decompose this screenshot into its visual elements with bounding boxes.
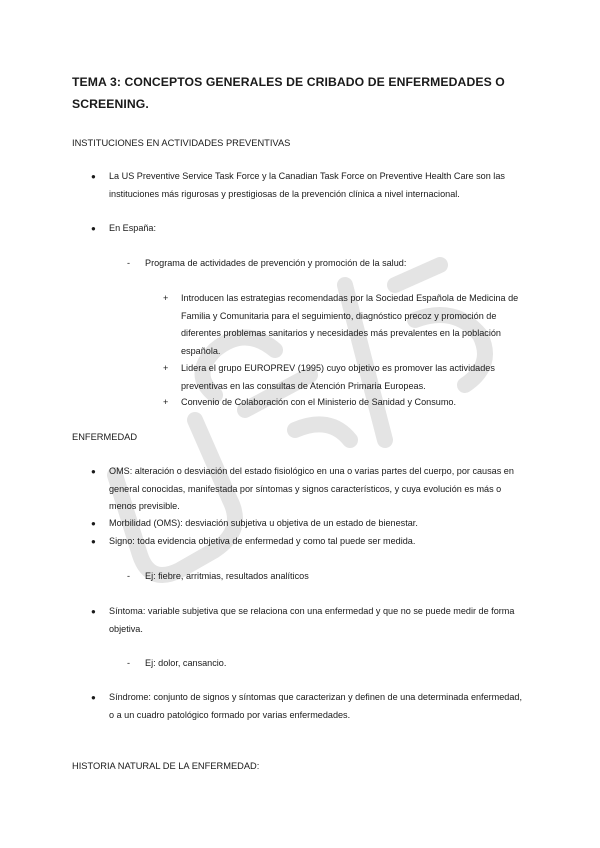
list-item: + Introducen las estrategias recomendadas por la Sociedad Española de Medicina de Familia y Comunitaria para el seguimiento, diagnóstico precoz y promoción de diferentes problemas sanitarios y necesidades más prevalentes en la población española. [181, 290, 529, 360]
dash-icon: - [127, 658, 131, 668]
section-heading-instituciones: INSTITUCIONES EN ACTIVIDADES PREVENTIVAS [72, 138, 291, 148]
list-item: - Ej: dolor, cansancio. [145, 655, 525, 673]
bullet-icon: ● [91, 607, 96, 616]
bullet-icon: ● [91, 537, 96, 546]
list-item: ● En España: [109, 220, 527, 238]
section-heading-historia: HISTORIA NATURAL DE LA ENFERMEDAD: [72, 761, 260, 771]
list-item: - Programa de actividades de prevención y promoción de la salud: [145, 255, 525, 273]
plus-icon: + [163, 363, 169, 373]
bullet-icon: ● [91, 224, 96, 233]
list-item: + Lidera el grupo EUROPREV (1995) cuyo objetivo es promover las actividades preventivas en las consultas de Atención Primaria Europeas. [181, 360, 529, 395]
list-item: ● OMS: alteración o desviación del estado fisiológico en una o varias partes del cuerpo, por causas en general conocidas, manifestada por síntomas y signos característicos, y cuya evolución es más o menos previsible. [109, 463, 527, 516]
bullet-icon: ● [91, 172, 96, 181]
bullet-icon: ● [91, 467, 96, 476]
bullet-icon: ● [91, 693, 96, 702]
plus-icon: + [163, 293, 169, 303]
list-item: + Convenio de Colaboración con el Ministerio de Sanidad y Consumo. [181, 394, 529, 412]
section-heading-enfermedad: ENFERMEDAD [72, 432, 138, 442]
bullet-icon: ● [91, 519, 96, 528]
dash-icon: - [127, 258, 131, 268]
watermark [95, 225, 515, 615]
plus-icon: + [163, 397, 169, 407]
list-item: ● Morbilidad (OMS): desviación subjetiva u objetiva de un estado de bienestar. [109, 515, 527, 533]
list-item: ● Signo: toda evidencia objetiva de enfermedad y como tal puede ser medida. [109, 533, 527, 551]
dash-icon: - [127, 571, 131, 581]
page-title: TEMA 3: CONCEPTOS GENERALES DE CRIBADO DE ENFERMEDADES O SCREENING. [72, 75, 505, 111]
list-item: ● Síndrome: conjunto de signos y síntomas que caracterizan y definen de una determinada enfermedad, o a un cuadro patológico formado por varias enfermedades. [109, 689, 527, 724]
list-item: - Ej: fiebre, arritmias, resultados analíticos [145, 568, 525, 586]
list-item: ● La US Preventive Service Task Force y la Canadian Task Force on Preventive Health Care son las instituciones más rigurosas y prestigiosas de la prevención clínica a nivel internacional. [109, 168, 527, 203]
list-item: ● Síntoma: variable subjetiva que se relaciona con una enfermedad y que no se puede medir de forma objetiva. [109, 603, 527, 638]
